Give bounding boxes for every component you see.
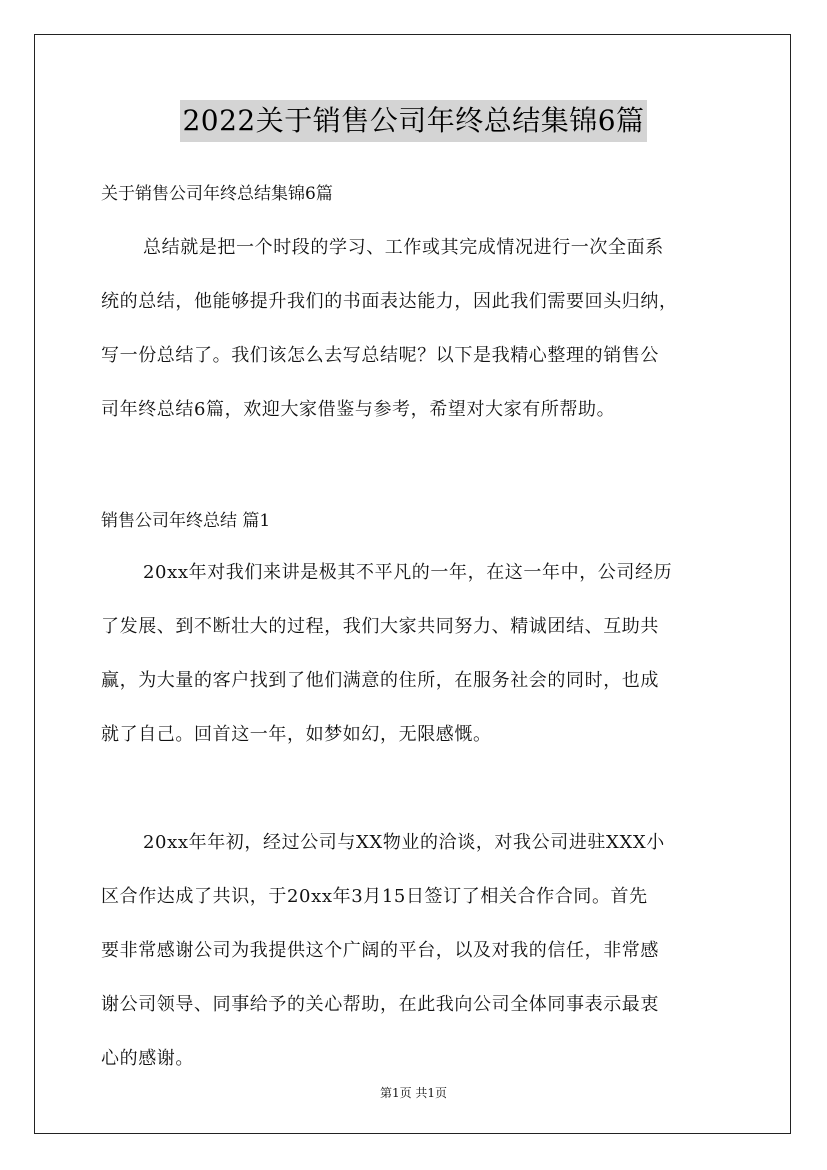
intro-line: 统的总结，他能够提升我们的书面表达能力，因此我们需要回头归纳， — [101, 291, 678, 312]
document-title: 2022关于销售公司年终总结集锦6篇 — [180, 100, 646, 142]
intro-line: 总结就是把一个时段的学习、工作或其完成情况进行一次全面系 — [143, 237, 664, 258]
paragraph-line: 区合作达成了共识，于20xx年3月15日签订了相关合作合同。首先 — [101, 886, 648, 907]
intro-line: 司年终总结6篇，欢迎大家借鉴与参考，希望对大家有所帮助。 — [101, 399, 616, 420]
document-subtitle: 关于销售公司年终总结集锦6篇 — [101, 184, 333, 204]
paragraph-line: 心的感谢。 — [101, 1048, 194, 1069]
paragraph-line: 20xx年对我们来讲是极其不平凡的一年，在这一年中，公司经历 — [143, 562, 673, 583]
intro-line: 写一份总结了。我们该怎么去写总结呢？以下是我精心整理的销售公 — [101, 345, 659, 366]
paragraph-line: 要非常感谢公司为我提供这个广阔的平台，以及对我的信任，非常感 — [101, 940, 659, 961]
paragraph-line: 谢公司领导、同事给予的关心帮助，在此我向公司全体同事表示最衷 — [101, 994, 659, 1015]
paragraph-line: 就了自己。回首这一年，如梦如幻，无限感慨。 — [101, 724, 492, 745]
paragraph-line: 20xx年年初，经过公司与XX物业的洽谈，对我公司进驻XXX小 — [143, 832, 665, 853]
section-heading: 销售公司年终总结 篇1 — [101, 511, 271, 531]
body-paragraph-1 — [101, 559, 731, 775]
page-footer: 第1页 共1页 — [379, 1086, 448, 1100]
paragraph-line: 了发展、到不断壮大的过程，我们大家共同努力、精诚团结、互助共 — [101, 616, 659, 637]
body-paragraph-2 — [101, 829, 731, 1099]
document-title-container — [0, 100, 827, 142]
intro-paragraph — [101, 234, 731, 450]
paragraph-line: 赢，为大量的客户找到了他们满意的住所，在服务社会的同时，也成 — [101, 670, 659, 691]
